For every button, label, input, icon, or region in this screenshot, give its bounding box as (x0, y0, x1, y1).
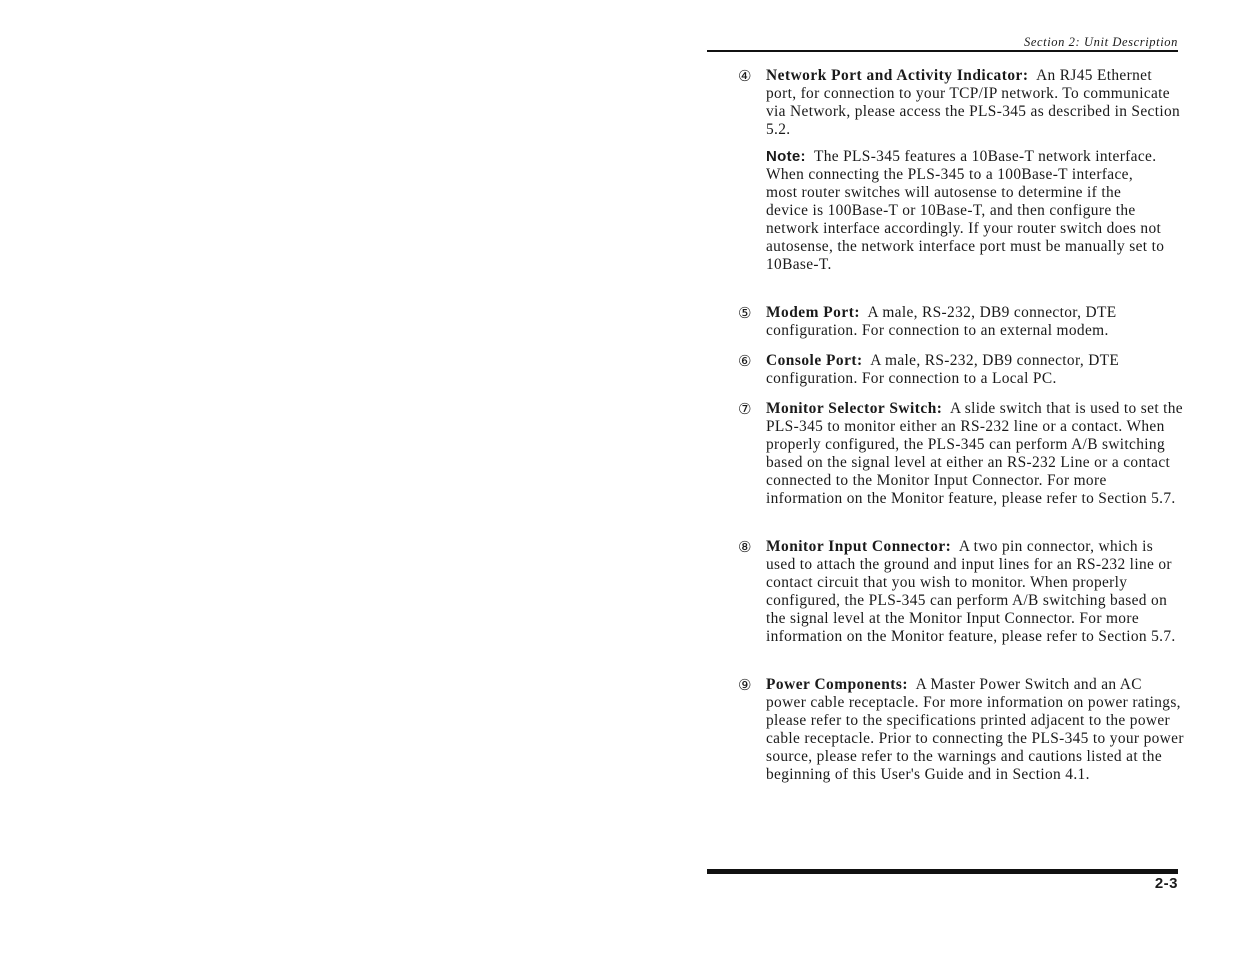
item-text: A male, RS-232, DB9 connector, DTE configuration. For connection to a Local PC. (766, 352, 1120, 387)
item-label: Modem Port: (766, 304, 860, 321)
page-number: 2-3 (1154, 875, 1178, 892)
item-text: A Master Power Switch and an AC power cable receptacle. For more information on power ratings, please refer to the specifications printed adjacent to the power cable receptacle. Prior to connecting the PLS-345 to your power source, please refer to the warnings and cautions listed at the beginning of this User's Guide and in Section 4.1. (766, 676, 1184, 783)
item-text: A two pin connector, which is used to attach the ground and input lines for an RS-232 line or contact circuit that you wish to monitor. When properly configured, the PLS-345 can perform A/B switching based on the signal level at the Monitor Input Connector. For more information on the Monitor feature, please refer to Section 5.7. (766, 538, 1176, 645)
list-item-monitor-selector-switch (738, 400, 1184, 508)
item-marker: ④ (738, 67, 752, 85)
list-item-power-components (738, 676, 1184, 784)
item-label: Network Port and Activity Indicator: (766, 67, 1029, 84)
note-label: Note: (766, 148, 806, 165)
item-marker: ⑧ (738, 538, 752, 556)
note-text: The PLS-345 features a 10Base-T network interface. When connecting the PLS-345 to a 100Base-T interface, most router switches will autosense to determine if the device is 100Base-T or 10Base-T, and then configure the network interface accordingly. If your router switch does not autosense, the network interface port must be manually set to 10Base-T. (766, 148, 1165, 273)
item-label: Monitor Input Connector: (766, 538, 952, 555)
note-block (766, 148, 1166, 274)
footer-rule (707, 869, 1178, 874)
item-text: A slide switch that is used to set the PLS-345 to monitor either an RS-232 line or a contact. When properly configured, the PLS-345 can perform A/B switching based on the signal level at either an RS-232 Line or a contact connected to the Monitor Input Connector. For more information on the Monitor feature, please refer to Section 5.7. (766, 400, 1183, 507)
item-text: A male, RS-232, DB9 connector, DTE configuration. For connection to an external modem. (766, 304, 1117, 339)
item-label: Power Components: (766, 676, 909, 693)
item-text: An RJ45 Ethernet port, for connection to your TCP/IP network. To communicate via Network, please access the PLS-345 as described in Section 5.2. (766, 67, 1181, 138)
item-marker: ⑨ (738, 676, 752, 694)
item-label: Console Port: (766, 352, 863, 369)
running-header: Section 2: Unit Description (1023, 35, 1178, 49)
item-marker: ⑤ (738, 304, 752, 322)
list-item-monitor-input-connector (738, 538, 1184, 646)
item-marker: ⑥ (738, 352, 752, 370)
list-item-console-port (738, 352, 1184, 388)
list-item-modem-port (738, 304, 1184, 340)
list-item-network-port (738, 67, 1184, 139)
header-rule (707, 50, 1178, 52)
item-label: Monitor Selector Switch: (766, 400, 943, 417)
item-marker: ⑦ (738, 400, 752, 418)
